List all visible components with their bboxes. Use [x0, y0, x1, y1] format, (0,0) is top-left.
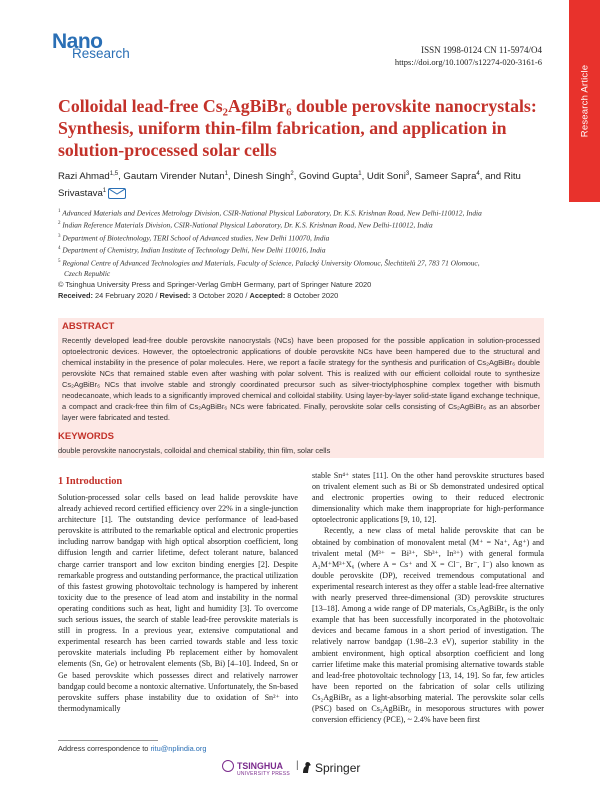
- author-name: Dinesh Singh$^2$: [233, 171, 294, 183]
- author-list: Razi Ahmad$^{1,5}$, Gautam Virender Nutan$^1$, Dinesh Singh$^2$, Govind Gupta$^1$, Udit Soni$^3$, Sameer Sapra$^4$, and Ritu Srivastava$^1$: [58, 171, 521, 200]
- keywords-heading: KEYWORDS: [58, 431, 114, 442]
- body-column-right: [312, 470, 544, 725]
- author-name: Ritu Srivastava$^1$: [58, 171, 521, 200]
- abstract-heading: ABSTRACT: [62, 321, 115, 332]
- affiliation-item: $^4$ Department of Chemistry, Indian Institute of Technology Delhi, New Delhi 110016, India: [58, 245, 326, 255]
- abstract-text: Recently developed lead-free double perovskite nanocrystals (NCs) have been proposed for the possible application in solution-processed optoelectronic devices. However, the optoelectronic applications of double perovskite NCs have been hampered due to the structural and chemical instability in the presence of polar molecules. Here, we report a facile strategy for the synthesis and purification of Cs₂AgBiBr₆ double perovskite NCs that remained stable even after washing with polar solvent. This is realized with our efficient colloidal route to synthesize Cs₂AgBiBr₆ NCs that involve stable and strongly coordinated precursor such as silver-trioctylphosphine complex together with bismuth neodecanoate, which leads to a significantly improved chemical and colloidal stability. Using layer-by-layer solid-state ligand exchange technique, a compact and crack-free thin film of Cs₂AgBiBr₆ NCs were fabricated. Finally, perovskite solar cells consisting of Cs₂AgBiBr₆ as an absorber layer were fabricated and tested.: [62, 336, 540, 422]
- footnote-rule: [58, 740, 158, 741]
- author-name: Udit Soni$^3$: [366, 171, 410, 183]
- issn-line: ISSN 1998-0124 CN 11-5974/O4: [421, 45, 542, 55]
- springer-logo: Springer: [315, 761, 361, 775]
- author-name: Govind Gupta$^1$: [299, 171, 362, 183]
- envelope-icon[interactable]: [108, 188, 126, 199]
- tsinghua-press-logo: TSINGHUA UNIVERSITY PRESS: [237, 761, 291, 777]
- article-type-label: Research Article: [579, 64, 590, 138]
- copyright-line: © Tsinghua University Press and Springer-Verlag GmbH Germany, part of Springer Nature 2020: [58, 280, 372, 289]
- springer-horse-icon: [301, 761, 312, 774]
- paper-title: Colloidal lead-free Cs₂AgBiBr₆ double perovskite nanocrystals: Synthesis, uniform thin-film fabrication, and application in solution-processed solar cells: [58, 96, 537, 160]
- intro-paragraph-1: Solution-processed solar cells based on lead halide perovskite have already achieved record certified efficiency over 22% in a single-junction architecture [1]. The outstanding device performance of lead-based perovskite is attributed to the remarkable optical and electronic properties including narrow bandgap with high optical absorption coefficient, long diffusion length and carrier lifetime, defect tolerant nature, balanced charge carrier transport and low exciton binding energies [2]. Despite remarkable progress and outstanding performance, the practical utilization of this fastest growing photovoltaic technology is hampered by inherent toxicity due to the presence of lead atom and instability in the normal operating conditions such as heat, light and humidity [3]. To overcome such serious issues, the search of stable lead-free perovskite materials is still in progress. In a previous year, extensive computational and experimental research has been carried towards stable and less toxic perovskite materials including Pb replacement either by homovalent elements (Sn, Ge) or hetrovalent elements (Sb, Bi) [4–10]. Indeed, Sn or Ge based perovskite which possesses direct and relatively narrower bandgap could become a nontoxic alternative. Unfortunately, the Sn-based perovskite suffers phase instability due to oxidation of Sn²⁺ into thermodynamically: [58, 493, 298, 713]
- dates-line: Received: 24 February 2020 / Revised: 3 October 2020 / Accepted: 8 October 2020: [58, 291, 339, 300]
- article-type-bar: [569, 0, 600, 202]
- affiliation-item: $^2$ Indian Reference Materials Division, CSIR-National Physical Laboratory, Dr. K.S. Krishnan Road, New Delhi-110012, India: [58, 220, 433, 230]
- author-name: Razi Ahmad$^{1,5}$: [58, 171, 119, 183]
- body-column-left: [58, 492, 298, 714]
- author-name: Sameer Sapra$^4$: [414, 171, 480, 183]
- author-name: Gautam Virender Nutan$^1$: [123, 171, 228, 183]
- affiliation-item: $^5$ Regional Centre of Advanced Technologies and Materials, Faculty of Science, Palacký University Olomouc, Šlechtitelů 27, 783 71 Olomouc,: [58, 258, 480, 268]
- journal-logo-nano: Nano: [52, 30, 103, 53]
- journal-logo-research: Research: [72, 46, 130, 61]
- doi-link[interactable]: https://doi.org/10.1007/s12274-020-3161-6: [394, 57, 542, 67]
- correspondence-note: Address correspondence to ritu@nplindia.org: [58, 744, 207, 753]
- logo-separator: |: [296, 760, 299, 771]
- affiliation-list: [58, 206, 548, 279]
- intro-paragraph-1-cont: stable Sn⁴⁺ states [11]. On the other hand perovskite structures based on trivalent element such as Bi or Sb demonstrated undesired optical and electronic properties owing to their reduced electronic dimensionality which make them inappropriate for high-performance optoelectronic applications [9, 10, 12].: [312, 471, 544, 525]
- correspondence-email[interactable]: ritu@nplindia.org: [150, 744, 207, 753]
- tsinghua-seal-icon: [222, 760, 234, 772]
- introduction-heading: 1 Introduction: [58, 476, 123, 487]
- intro-paragraph-2: Recently, a new class of metal halide perovskite that can be obtained by combination of monovalent metal (M⁺ = Na⁺, Ag⁺) and trivalent metal (M³⁺ = Bi³⁺, Sb³⁺, In³⁺) with general formula A₂M⁺M³⁺X₆ (where A = Cs⁺ and X = Cl⁻, Br⁻, I⁻) also known as double perovskite (DP), received tremendous computational and experimental research interest as they offer a stable lead-free alternative with nearly preserved three-dimensional (3D) perovskite structures [13–18]. Among a wide range of DP materials, Cs₂AgBiBr₆ is the only example that has been successfully incorporated in the photovoltaic devices and became famous in a short period of investigation. The relatively narrow bandgap (1.98–2.3 eV), superior stability in the ambient environment, high optical absorption coefficient and long carrier lifetime make this material promising alternative towards stable and lead-free photovoltaic technology [13, 14, 19]. So far, few articles have been reported on the fabrication of solar cells utilizing Cs₂AgBiBr₆ as a light-absorbing material. The perovskite solar cells (PSC) based on Cs₂AgBiBr₆ in mesoporous structures with power conversion efficiency (PCE), ~ 2.4% have been first: [312, 526, 544, 725]
- affiliation-item: $^3$ Department of Biotechnology, TERI School of Advanced studies, New Delhi 110070, India: [58, 233, 330, 243]
- keywords-text: double perovskite nanocrystals, colloidal and chemical stability, thin film, solar cells: [58, 446, 331, 455]
- affiliation-item: $^1$ Advanced Materials and Devices Metrology Division, CSIR-National Physical Laboratory, Dr. K.S. Krishnan Road, New Delhi-110012, India: [58, 208, 482, 218]
- affiliation-item-cont: Czech Republic: [64, 269, 111, 279]
